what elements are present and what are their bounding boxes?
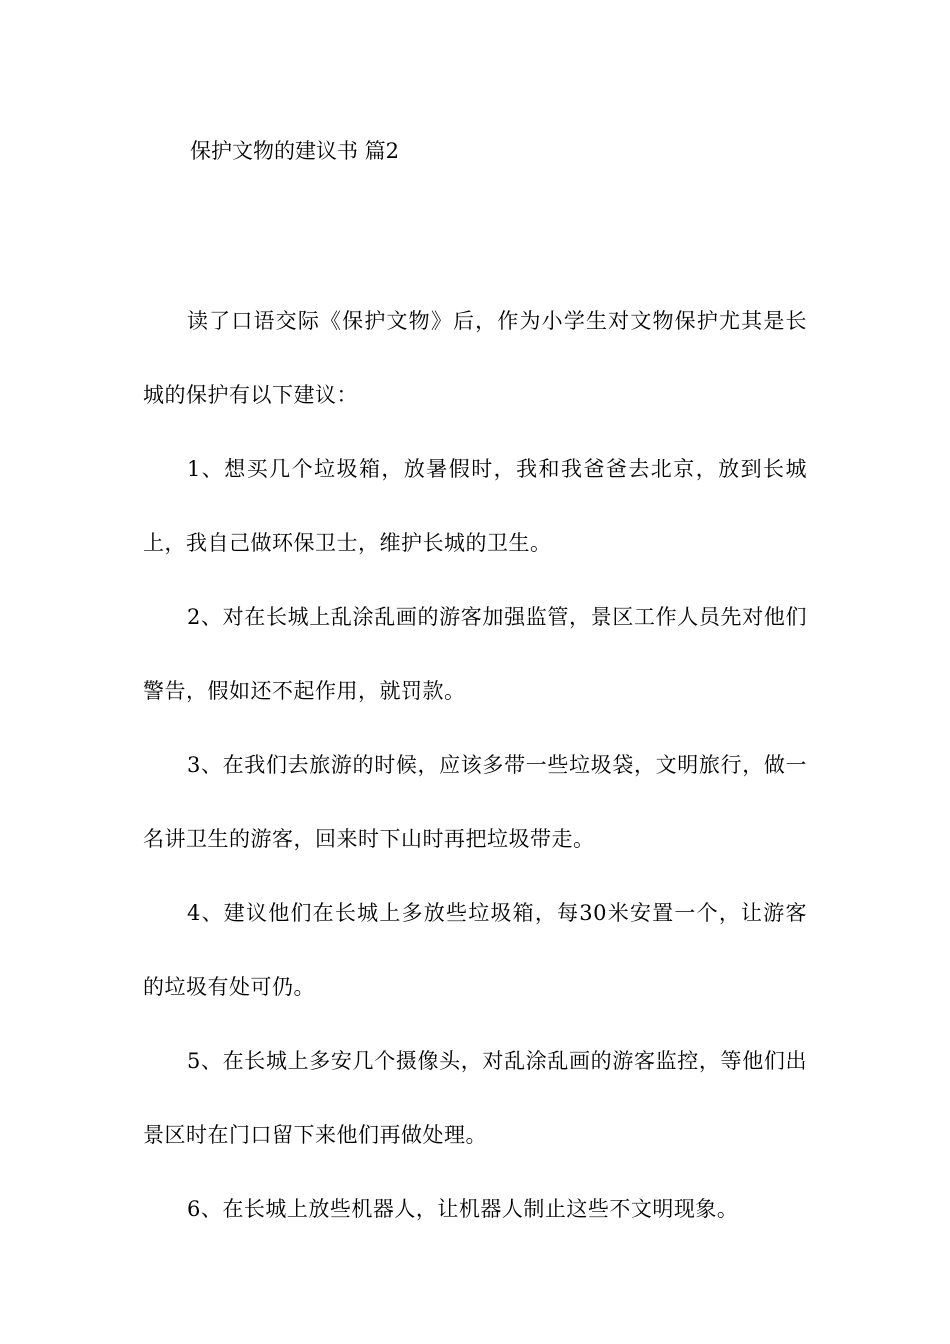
paragraph-suggestion-2: 2、对在长城上乱涂乱画的游客加强监管，景区工作人员先对他们警告，假如还不起作用，就罚款。 bbox=[143, 605, 807, 703]
paragraph-suggestion-6: 6、在长城上放些机器人，让机器人制止这些不文明现象。 bbox=[187, 1197, 739, 1221]
paragraph-suggestion-5: 5、在长城上多安几个摄像头，对乱涂乱画的游客监控，等他们出景区时在门口留下来他们再做处理。 bbox=[143, 1049, 807, 1147]
document-body bbox=[143, 284, 807, 1246]
paragraph-intro: 读了口语交际《保护文物》后，作为小学生对文物保护尤其是长城的保护有以下建议： bbox=[143, 309, 807, 407]
paragraph-suggestion-4: 4、建议他们在长城上多放些垃圾箱，每30米安置一个，让游客的垃圾有处可仍。 bbox=[143, 901, 807, 999]
document-title: 保护文物的建议书 篇2 bbox=[190, 139, 400, 163]
paragraph-suggestion-3: 3、在我们去旅游的时候，应该多带一些垃圾袋，文明旅行，做一名讲卫生的游客，回来时下山时再把垃圾带走。 bbox=[143, 753, 807, 851]
paragraph-suggestion-1: 1、想买几个垃圾箱，放暑假时，我和我爸爸去北京，放到长城上，我自己做环保卫士，维护长城的卫生。 bbox=[143, 457, 807, 555]
